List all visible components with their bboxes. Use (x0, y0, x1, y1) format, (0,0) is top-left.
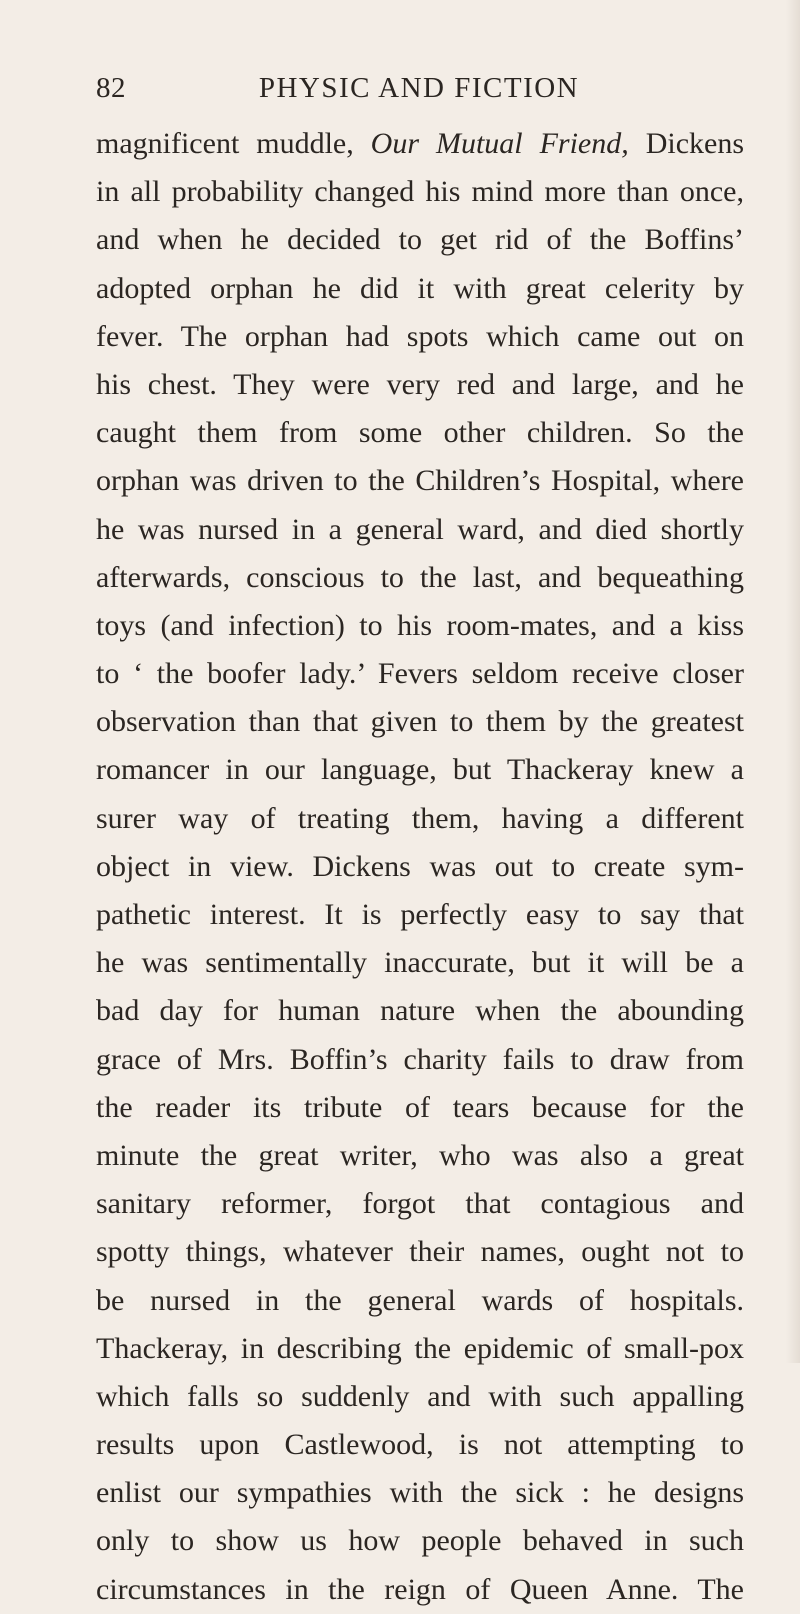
body-text (96, 120, 744, 1614)
text-line: enlist our sympathies with the sick : he designs (96, 1476, 744, 1510)
running-head (96, 72, 742, 112)
running-title: PHYSIC AND FICTION (258, 72, 580, 104)
text-line: which falls so suddenly and with such appalling (96, 1379, 744, 1413)
text-line: afterwards, conscious to the last, and bequeathing (96, 560, 744, 594)
text-line: minute the great writer, who was also a great (96, 1138, 744, 1172)
text-line: he was nursed in a general ward, and died shortly (96, 512, 744, 546)
book-title: Our Mutual Friend, (370, 127, 629, 160)
text-line: to ‘ the boofer lady.’ Fevers seldom receive closer (96, 657, 744, 691)
text-line: only to show us how people behaved in such (96, 1524, 744, 1558)
text-line: the reader its tribute of tears because for the (96, 1090, 744, 1124)
page-number: 82 (96, 72, 126, 104)
text-line: magnificent muddle, Our Mutual Friend, Dickens (96, 127, 744, 160)
text-line: surer way of treating them, having a different (96, 801, 744, 835)
text-line: adopted orphan he did it with great celerity by (96, 271, 744, 305)
text-line: caught them from some other children. So the (96, 416, 744, 450)
text-line: grace of Mrs. Boffin’s charity fails to draw from (96, 1042, 744, 1076)
text-line: observation than that given to them by the greatest (96, 705, 744, 739)
text-line: spotty things, whatever their names, ought not to (96, 1235, 744, 1269)
text-line: in all probability changed his mind more than once, (96, 175, 744, 209)
text-line: and when he decided to get rid of the Boffins’ (96, 223, 744, 257)
text-line: romancer in our language, but Thackeray knew a (96, 753, 744, 787)
text-line: toys (and infection) to his room-mates, and a kiss (96, 608, 744, 642)
text-line: sanitary reformer, forgot that contagious and (96, 1187, 744, 1221)
text-line: circumstances in the reign of Queen Anne. The (96, 1572, 744, 1606)
text-line: orphan was driven to the Children’s Hospital, where (96, 464, 744, 498)
page-edge-shadow (786, 0, 800, 1363)
text-line: his chest. They were very red and large, and he (96, 367, 744, 401)
text-line: fever. The orphan had spots which came out on (96, 319, 744, 353)
text-line: object in view. Dickens was out to create sym- (96, 849, 744, 883)
text-line: be nursed in the general wards of hospitals. (96, 1283, 744, 1317)
text-line: results upon Castlewood, is not attempting to (96, 1428, 744, 1462)
text-line: bad day for human nature when the abounding (96, 994, 744, 1028)
text-line: Thackeray, in describing the epidemic of small-pox (96, 1331, 744, 1365)
text-line: he was sentimentally inaccurate, but it will be a (96, 946, 744, 980)
text-line: pathetic interest. It is perfectly easy to say that (96, 898, 744, 931)
